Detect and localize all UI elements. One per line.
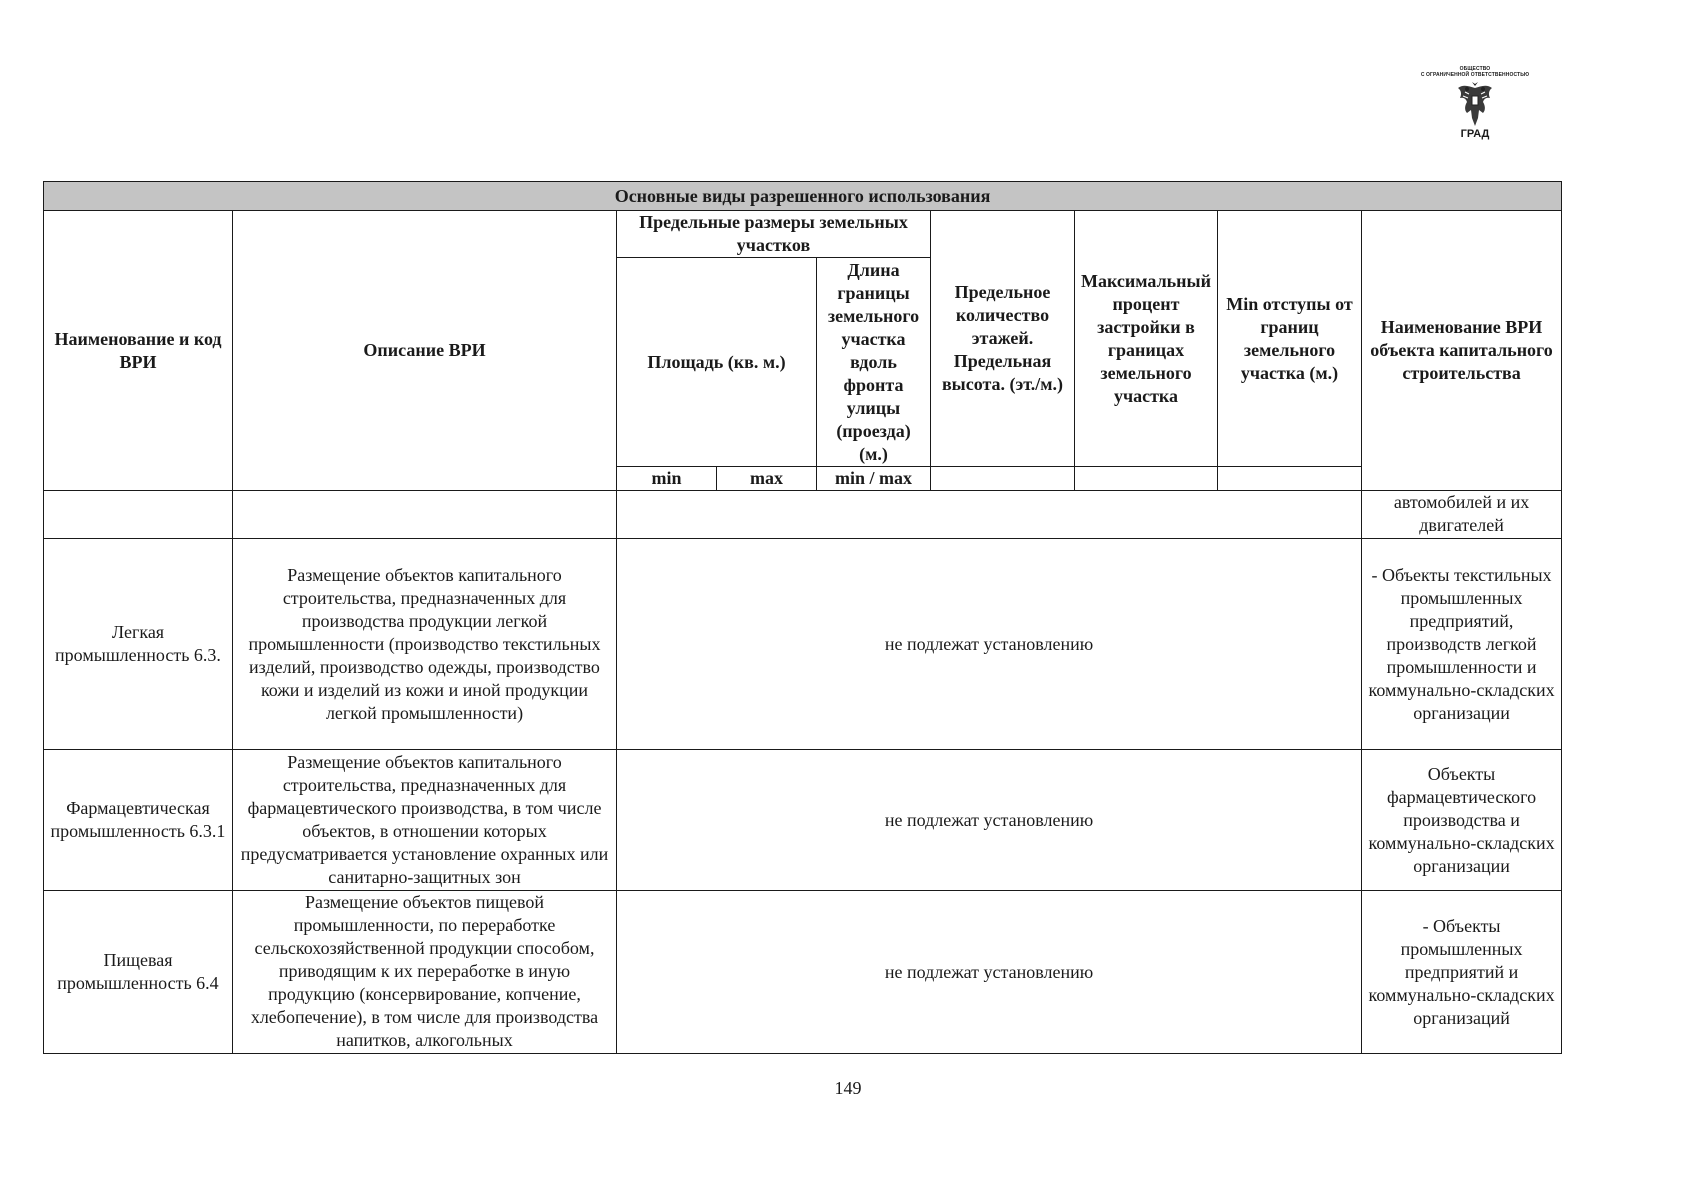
- header-setbacks: Min отступы от границ земельного участка (м.): [1218, 211, 1362, 467]
- row-limits: [617, 491, 1362, 539]
- header-area: Площадь (кв. м.): [617, 258, 817, 467]
- row-object: - Объекты текстильных промышленных предприятий, производств легкой промышленности и коммунально-складских организации: [1362, 539, 1562, 750]
- row-description: [233, 491, 617, 539]
- table-row: [44, 491, 1562, 539]
- page-number: 149: [834, 1078, 862, 1098]
- table-row: [44, 539, 1562, 750]
- company-logo: [1393, 66, 1557, 156]
- table-title: Основные виды разрешенного использования: [44, 182, 1562, 211]
- header-min: min: [617, 467, 717, 491]
- row-description: Размещение объектов капитального строительства, предназначенных для производства продукции легкой промышленности (производство текстильных изделий, производство одежды, производство кожи и изделий из кожи и иной продукции легкой промышленности): [233, 539, 617, 750]
- header-coverage-blank: [1075, 467, 1218, 491]
- header-name-code: Наименование и код ВРИ: [44, 211, 233, 491]
- header-setbacks-blank: [1218, 467, 1362, 491]
- header-min-max: min / max: [817, 467, 931, 491]
- header-plot-limits: Предельные размеры земельных участков: [617, 211, 931, 258]
- row-object: автомобилей и их двигателей: [1362, 491, 1562, 539]
- table-row: [44, 891, 1562, 1054]
- row-name: Фармацевтическая промышленность 6.3.1: [44, 750, 233, 891]
- row-name: Легкая промышленность 6.3.: [44, 539, 233, 750]
- double-headed-eagle-icon: [1455, 80, 1495, 128]
- zoning-table: [43, 181, 1562, 1054]
- header-description: Описание ВРИ: [233, 211, 617, 491]
- header-coverage: Максимальный процент застройки в границах земельного участка: [1075, 211, 1218, 467]
- row-name: [44, 491, 233, 539]
- table-row: [44, 750, 1562, 891]
- header-floors-blank: [931, 467, 1075, 491]
- row-description: Размещение объектов капитального строительства, предназначенных для фармацевтического производства, в том числе объектов, в отношении которых предусматривается установление охранных или санитарно-защитных зон: [233, 750, 617, 891]
- header-max: max: [717, 467, 817, 491]
- header-object-name: Наименование ВРИ объекта капитального строительства: [1362, 211, 1562, 491]
- table-title-row: [44, 182, 1562, 211]
- row-limits: не подлежат установлению: [617, 750, 1362, 891]
- header-row-1: [44, 211, 1562, 258]
- logo-line-1: ОБЩЕСТВО: [1459, 66, 1491, 72]
- logo-line-2: С ОГРАНИЧЕННОЙ ОТВЕТСТВЕННОСТЬЮ: [1420, 72, 1530, 78]
- row-object: - Объекты промышленных предприятий и коммунально-складских организаций: [1362, 891, 1562, 1054]
- header-frontage: Длина границы земельного участка вдоль фронта улицы (проезда) (м.): [817, 258, 931, 467]
- row-description: Размещение объектов пищевой промышленности, по переработке сельскохозяйственной продукции способом, приводящим к их переработке в иную продукцию (консервирование, копчение, хлебопечение), в том числе для производства напитков, алкогольных: [233, 891, 617, 1054]
- row-limits: не подлежат установлению: [617, 539, 1362, 750]
- row-limits: не подлежат установлению: [617, 891, 1362, 1054]
- header-floors: Предельное количество этажей. Предельная высота. (эт./м.): [931, 211, 1075, 467]
- logo-name: ГРАД: [1460, 128, 1490, 140]
- row-object: Объекты фармацевтического производства и коммунально-складских организации: [1362, 750, 1562, 891]
- row-name: Пищевая промышленность 6.4: [44, 891, 233, 1054]
